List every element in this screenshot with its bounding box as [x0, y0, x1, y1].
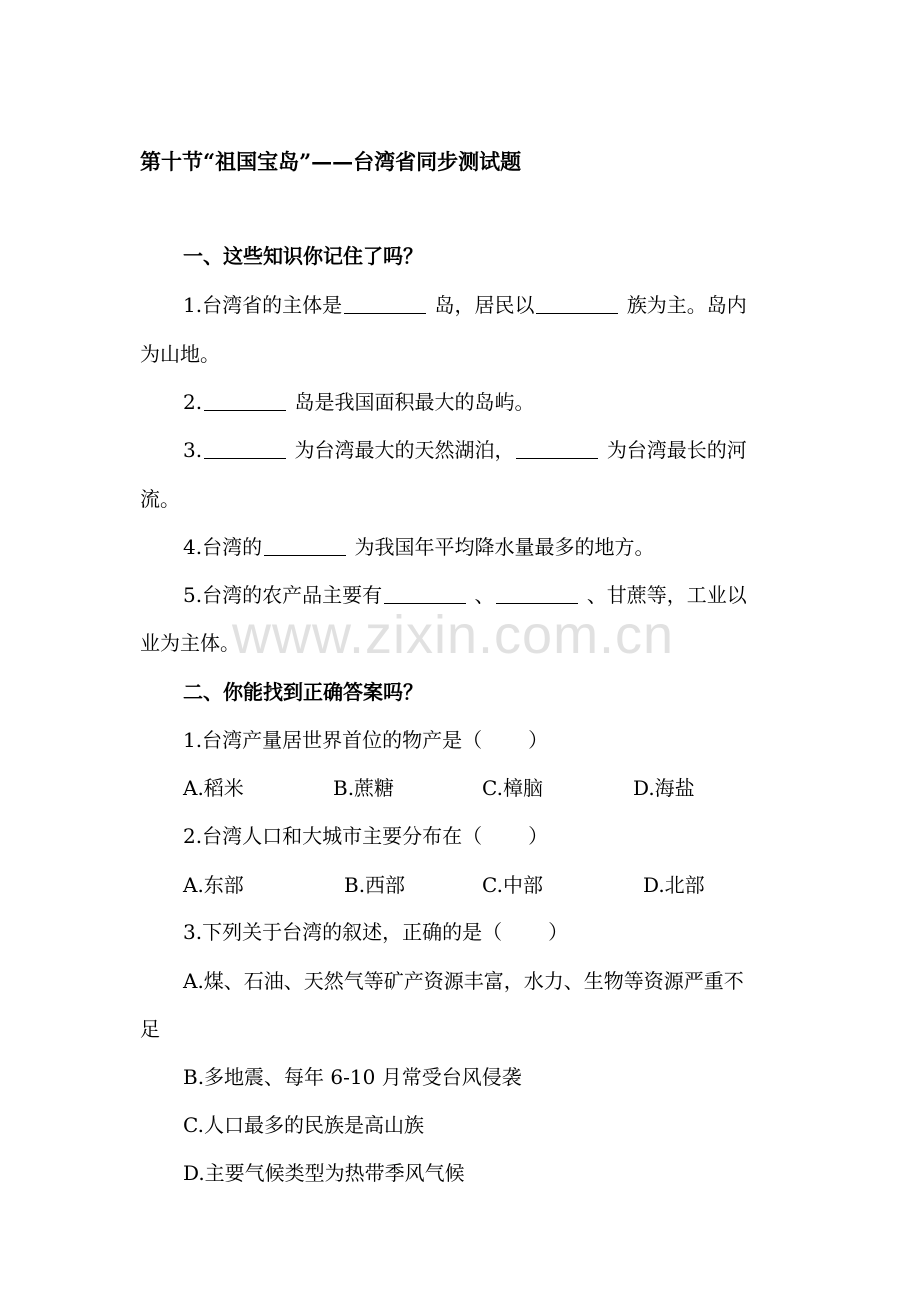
s2-question-1 [183, 726, 548, 754]
s1-q4-text-b: 为我国年平均降水量最多的地方。 [354, 535, 655, 559]
s1-q1-continuation: 为山地。 [140, 342, 220, 366]
answer-blank[interactable] [204, 390, 286, 411]
answer-blank[interactable] [536, 293, 618, 314]
section2-heading: 二、你能找到正确答案吗？ [183, 680, 423, 704]
answer-blank[interactable] [344, 293, 426, 314]
s2-q1-option-d[interactable]: D.海盐 [633, 776, 695, 800]
s2-q1-close-paren: ） [528, 728, 549, 752]
s2-q3-option-d[interactable]: D.主要气候类型为热带季风气候 [183, 1161, 465, 1185]
section1-heading: 一、这些知识你记住了吗？ [183, 244, 423, 268]
s2-q2-option-c[interactable]: C.中部 [482, 873, 543, 897]
answer-blank[interactable] [384, 583, 466, 604]
s2-question-2 [183, 822, 548, 850]
answer-blank[interactable] [264, 535, 346, 556]
s2-q1-option-b[interactable]: B.蔗糖 [333, 776, 395, 800]
s2-question-3 [183, 918, 568, 946]
s1-q3-text-a: 3. [183, 438, 203, 462]
s1-question-4 [183, 533, 654, 561]
s1-q3-continuation: 流。 [140, 487, 180, 511]
s1-q5-text-b: 、 [474, 583, 495, 607]
s1-question-2 [183, 388, 534, 416]
answer-blank[interactable] [516, 438, 598, 459]
document-title: 第十节“祖国宝岛”——台湾省同步测试题 [140, 149, 522, 174]
s1-q1-text-a: 1.台湾省的主体是 [183, 293, 343, 317]
s1-q1-text-c: 族为主。岛内 [626, 293, 747, 317]
s1-q5-continuation: 业为主体。 [140, 631, 240, 655]
s2-q3-option-b[interactable]: B.多地震、每年 6-10 月常受台风侵袭 [183, 1065, 522, 1089]
s1-q1-text-b: 岛，居民以 [434, 293, 535, 317]
s2-q2-option-d[interactable]: D.北部 [643, 873, 705, 897]
s2-q2-close-paren: ） [528, 824, 549, 848]
s1-q3-text-c: 为台湾最长的河 [606, 438, 747, 462]
watermark: www.zixin.com.cn [232, 605, 675, 665]
s2-q2-stem: 2.台湾人口和大城市主要分布在（ [183, 824, 483, 848]
s1-q5-text-a: 5.台湾的农产品主要有 [183, 583, 383, 607]
s1-q4-text-a: 4.台湾的 [183, 535, 263, 559]
s1-q2-text-b: 岛是我国面积最大的岛屿。 [294, 390, 535, 414]
s2-q3-option-c[interactable]: C.人口最多的民族是高山族 [183, 1113, 424, 1137]
s2-q1-option-a[interactable]: A.稻米 [183, 776, 244, 800]
s2-q1-option-c[interactable]: C.樟脑 [482, 776, 543, 800]
s1-q5-text-c: 、甘蔗等，工业以 [586, 583, 747, 607]
answer-blank[interactable] [204, 438, 286, 459]
s2-q3-option-a[interactable]: A.煤、石油、天然气等矿产资源丰富，水力、生物等资源严重不 [183, 969, 744, 993]
s1-q2-text-a: 2. [183, 390, 203, 414]
answer-blank[interactable] [496, 583, 578, 604]
s2-q3-close-paren: ） [548, 920, 569, 944]
s2-q3-option-a-continuation: 足 [140, 1017, 160, 1041]
s1-q3-text-b: 为台湾最大的天然湖泊， [294, 438, 515, 462]
s2-q3-stem: 3.下列关于台湾的叙述，正确的是（ [183, 920, 503, 944]
s2-q2-option-b[interactable]: B.西部 [344, 873, 406, 897]
s2-q1-stem: 1.台湾产量居世界首位的物产是（ [183, 728, 483, 752]
s2-q2-option-a[interactable]: A.东部 [183, 873, 244, 897]
s1-question-3 [183, 436, 747, 464]
s1-question-1 [183, 291, 747, 319]
